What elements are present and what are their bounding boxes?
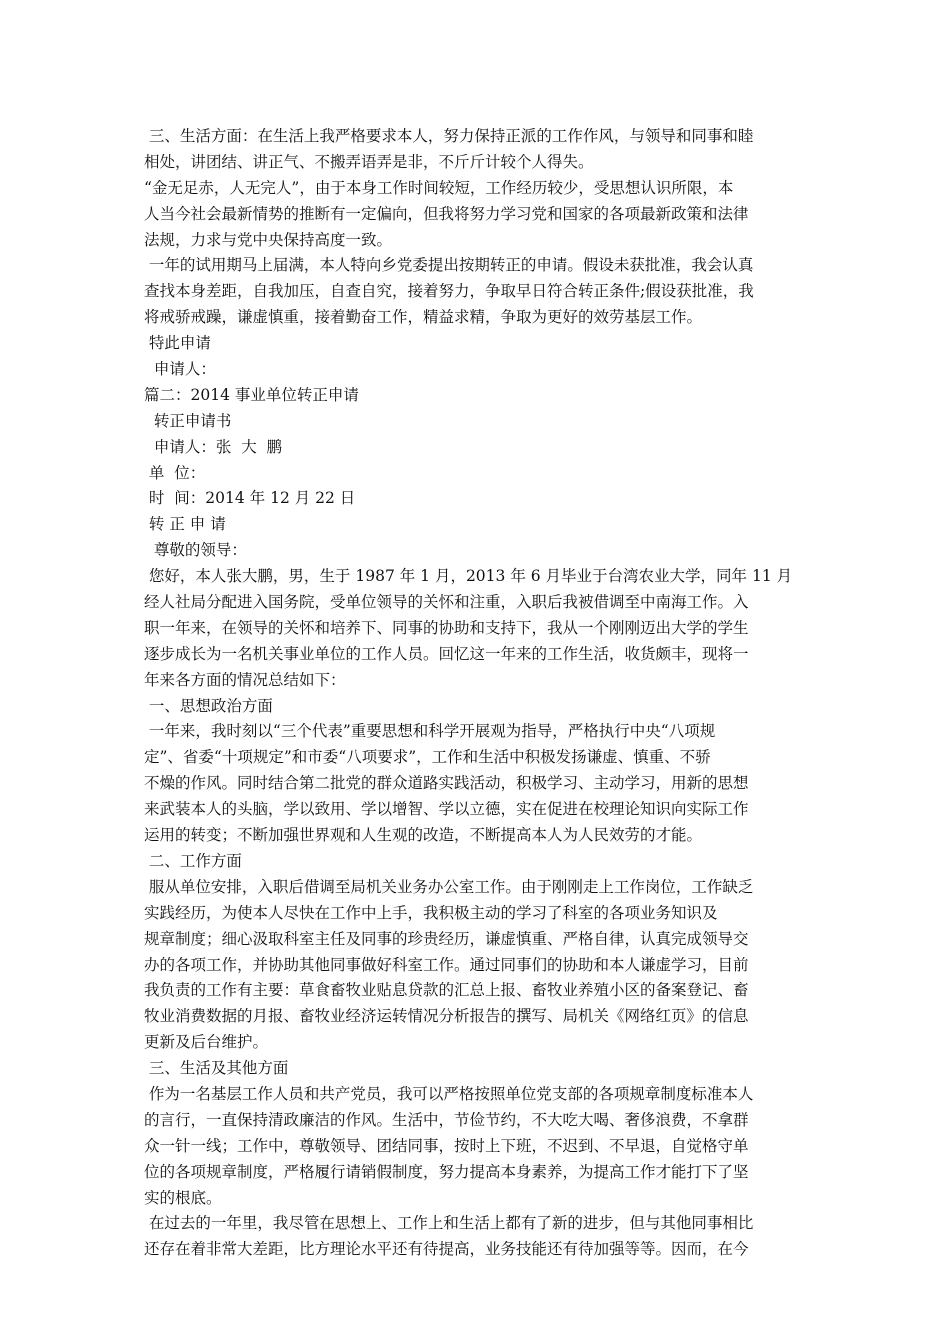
- text-line: 二、工作方面: [144, 851, 242, 870]
- text-line: 不燥的作风。同时结合第二批党的群众道路实践活动，积极学习、主动学习，用新的思想: [144, 774, 749, 793]
- text-line: 逐步成长为一名机关事业单位的工作人员。回忆这一年来的工作生活，收货颇丰，现将一: [144, 644, 749, 663]
- text-line: 的言行，一直保持清政廉洁的作风。生活中，节俭节约，不大吃大喝、奢侈浪费，不拿群: [144, 1110, 749, 1129]
- text-line: 一年来，我时刻以“三个代表”重要思想和科学开展观为指导，严格执行中央“八项规: [144, 722, 716, 741]
- text-line: 位的各项规章制度，严格履行请销假制度，努力提高本身素养，为提高工作才能打下了坚: [144, 1162, 749, 1181]
- text-line: 查找本身差距，自我加压，自查自究，接着努力，争取早日符合转正条件;假设获批准，我: [144, 282, 754, 301]
- text-line: 您好，本人张大鹏，男，生于 1987 年 1 月，2013 年 6 月毕业于台湾农业大学，同年 11 月: [144, 567, 793, 586]
- text-line: 三、生活方面：在生活上我严格要求本人，努力保持正派的工作作风，与领导和同事和睦: [144, 127, 754, 145]
- text-line: 服从单位安排，入职后借调至局机关业务办公室工作。由于刚刚走上工作岗位，工作缺乏: [144, 877, 754, 896]
- text-line: 更新及后台维护。: [144, 1033, 269, 1052]
- text-line: 一年的试用期马上届满，本人特向乡党委提出按期转正的申请。假设未获批准，我会认真: [144, 256, 754, 275]
- text-line: 在过去的一年里，我尽管在思想上、工作上和生活上都有了新的进步，但与其他同事相比: [144, 1214, 754, 1233]
- text-line: 作为一名基层工作人员和共产党员，我可以严格按照单位党支部的各项规章制度标准本人: [144, 1084, 754, 1103]
- text-line: 来武装本人的头脑，学以致用、学以增智、学以立德，实在促进在校理论知识向实际工作: [144, 800, 749, 819]
- text-line: 职一年来，在领导的关怀和培养下、同事的协助和支持下，我从一个刚刚迈出大学的学生: [144, 618, 749, 637]
- text-line: 众一针一线；工作中，尊敬领导、团结同事，按时上下班，不迟到、不早退，自觉格守单: [144, 1136, 749, 1155]
- text-line: 转 正 申 请: [144, 515, 226, 534]
- document-body: [144, 124, 806, 1263]
- text-line: 经人社局分配进入国务院，受单位领导的关怀和注重，入职后我被借调至中南海工作。入: [144, 593, 749, 612]
- text-line: 年来各方面的情况总结如下：: [144, 670, 346, 689]
- text-line: 运用的转变；不断加强世界观和人生观的改造，不断提高本人为人民效劳的才能。: [144, 826, 703, 845]
- text-line: 规章制度；细心汲取科室主任及同事的珍贵经历，谦虚慎重、严格自律，认真完成领导交: [144, 929, 749, 948]
- text-line: 法规，力求与党中央保持高度一致。: [144, 230, 393, 249]
- text-line: 三、生活及其他方面: [144, 1059, 289, 1078]
- text-line: 办的各项工作，并协助其他同事做好科室工作。通过同事们的协助和本人谦虚学习，目前: [144, 955, 749, 974]
- text-line: 特此申请: [144, 334, 211, 353]
- text-line: 单 位：: [144, 463, 206, 482]
- text-line: 申请人：: [144, 360, 216, 379]
- text-line: 申请人：张 大 鹏: [144, 437, 283, 456]
- text-line: 定”、省委“十项规定”和市委“八项要求”，工作和生活中积极发扬谦虚、慎重、不骄: [144, 748, 711, 767]
- text-line: 一、思想政治方面: [144, 696, 273, 715]
- text-line: 尊敬的领导：: [144, 541, 247, 560]
- text-line: 还存在着非常大差距，比方理论水平还有待提高，业务技能还有待加强等等。因而，在今: [144, 1240, 749, 1259]
- text-line: 将戒骄戒躁，谦虚慎重，接着勤奋工作，精益求精，争取为更好的效劳基层工作。: [144, 308, 703, 327]
- text-line: 实践经历，为使本人尽快在工作中上手，我积极主动的学习了科室的各项业务知识及: [144, 903, 718, 922]
- text-line: 时 间：2014 年 12 月 22 日: [144, 489, 356, 508]
- text-line: 篇二：2014 事业单位转正申请: [144, 385, 359, 404]
- text-line: 转正申请书: [144, 411, 232, 430]
- text-line: 牧业消费数据的月报、畜牧业经济运转情况分析报告的撰写、局机关《网络红页》的信息: [144, 1007, 749, 1026]
- text-line: 相处，讲团结、讲正气、不搬弄语弄是非，不斤斤计较个人得失。: [144, 152, 594, 171]
- text-line: 人当今社会最新情势的推断有一定偏向，但我将努力学习党和国家的各项最新政策和法律: [144, 204, 749, 223]
- text-line: 我负责的工作有主要：草食畜牧业贴息贷款的汇总上报、畜牧业养殖小区的备案登记、畜: [144, 981, 749, 1000]
- text-line: “金无足赤，人无完人”，由于本身工作时间较短，工作经历较少，受思想认识所限，本: [144, 178, 734, 197]
- text-line: 实的根底。: [144, 1188, 222, 1207]
